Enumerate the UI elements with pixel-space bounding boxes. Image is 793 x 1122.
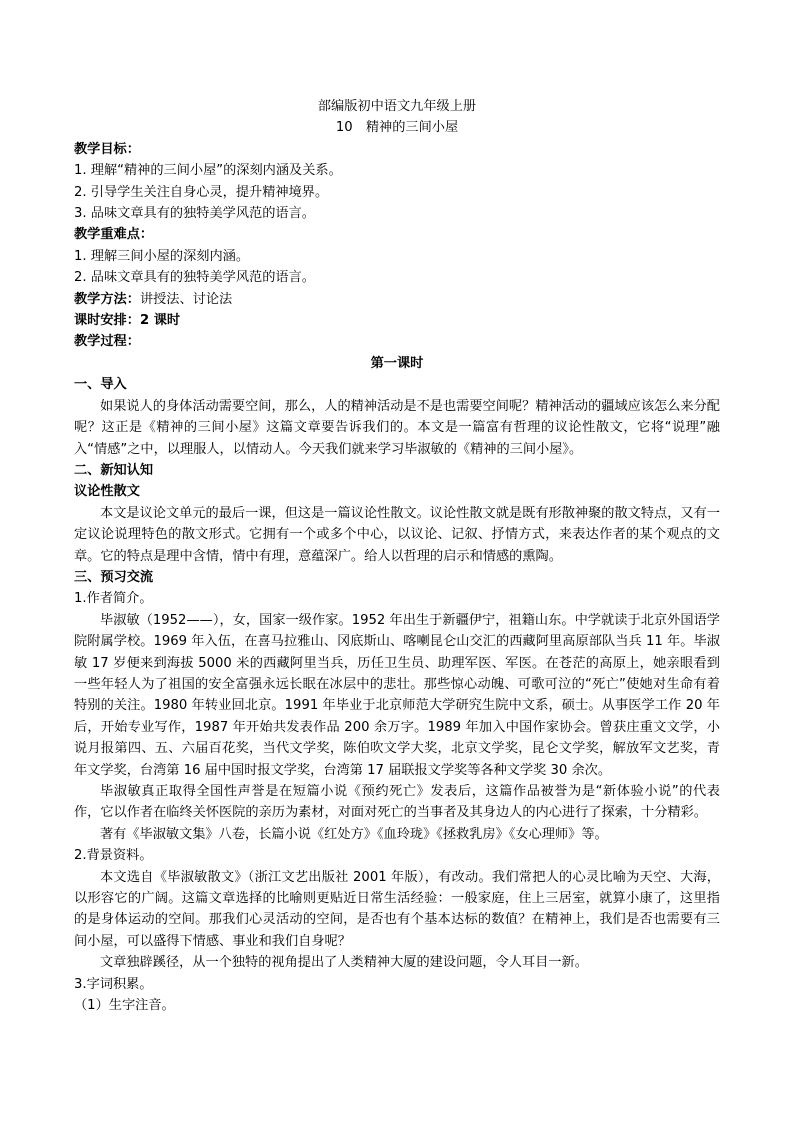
method-label: 教学方法：	[74, 291, 140, 307]
section-intro-paragraph: 如果说人的身体活动需要空间，那么，人的精神活动是不是也需要空间呢？精神活动的疆域应该怎么来分配呢？这正是《精神的三间小屋》这篇文章要告诉我们的。本文是一篇富有哲理的议论性散文，它将“说理”融入“情感”之中，以理服人，以情动人。今天我们就来学习毕淑敏的《精神的三间小屋》。	[74, 398, 720, 457]
key-point-item: 2. 品味文章具有的独特美学风范的语言。	[74, 270, 315, 286]
background-heading: 2.背景资料。	[74, 848, 153, 864]
goal-item: 1. 理解“精神的三间小屋”的深刻内涵及关系。	[74, 163, 342, 179]
essay-type-subheading: 议论性散文	[74, 484, 140, 500]
document-page	[74, 96, 720, 1016]
vocab-heading: 3.字词积累。	[74, 976, 153, 992]
method-value: 讲授法、讨论法	[139, 291, 233, 307]
goal-item: 2. 引导学生关注自身心灵，提升精神境界。	[74, 184, 329, 200]
process-heading: 教学过程：	[74, 334, 140, 350]
essay-type-paragraph: 本文是议论文单元的最后一课，但这是一篇议论性散文。议论性散文就是既有形散神聚的散文特点，又有一定议论说理特色的散文形式。它拥有一个或多个中心，以议论、记叙、抒情方式，来表达作者的某个观点的文章。它的特点是理中含情，情中有理，意蕴深广。给人以哲理的启示和情感的熏陶。	[74, 505, 720, 564]
key-point-item: 1. 理解三间小屋的深刻内涵。	[74, 248, 250, 264]
section-intro-heading: 一、导入	[74, 377, 127, 393]
author-works-paragraph: 著有《毕淑敏文集》八卷，长篇小说《红处方》《血玲珑》《拯救乳房》《女心理师》等。	[100, 826, 608, 842]
goal-item: 3. 品味文章具有的独特美学风范的语言。	[74, 206, 315, 222]
background-paragraph: 本文选自《毕淑敏散文》（浙江文艺出版社 2001 年版），有改动。我们常把人的心灵比喻为天空、大海，以形容它的广阔。这篇文章选择的比喻则更贴近日常生活经验：一般家庭，住上三居室，就算小康了，这里指的是身体运动的空间。那我们心灵活动的空间，是否也有个基本达标的数值？在精神上，我们是否也需要有三间小屋，可以盛得下情感、事业和我们自身呢？	[74, 869, 720, 949]
schedule-label: 课时安排：	[74, 313, 140, 329]
author-paragraph: 毕淑敏（1952——），女，国家一级作家。1952 年出生于新疆伊宁，祖籍山东。中学就读于北京外国语学院附属学校。1969 年入伍，在喜马拉雅山、冈底斯山、喀喇昆仑山交汇的西藏阿里高原部队当兵 11 年。毕淑敏 17 岁便来到海拔 5000 米的西藏阿里当兵，历任卫生员、助理军医、军医。在苍茫的高原上，她亲眼看到一些年轻人为了祖国的安全富强永远长眠在冰层中的悲壮。那些惊心动魄、可歌可泣的“死亡”使她对生命有着特别的关注。1980 年转业回北京。1991 年毕业于北京师范大学研究生院中文系，硕士。从事医学工作 20 年后，开始专业写作，1987 年开始共发表作品 200 余万字。1989 年加入中国作家协会。曾获庄重文文学，小说月报第四、五、六届百花奖，当代文学奖，陈伯吹文学大奖，北京文学奖，昆仑文学奖，解放军文艺奖，青年文学奖，台湾第 16 届中国时报文学奖，台湾第 17 届联报文学奖等各种文学奖 30 余次。	[74, 612, 720, 778]
goals-heading: 教学目标：	[74, 141, 140, 157]
method-row	[74, 289, 720, 310]
background-paragraph: 文章独辟蹊径，从一个独特的视角提出了人类精神大厦的建设问题，令人耳目一新。	[100, 955, 588, 971]
lesson-title: 10 精神的三间小屋	[335, 120, 459, 136]
section-preview-heading: 三、预习交流	[74, 569, 154, 585]
document-title: 部编版初中语文九年级上册	[317, 99, 477, 114]
vocab-subheading: （1）生字注音。	[74, 998, 175, 1014]
lesson-one-heading: 第一课时	[370, 355, 424, 371]
section-new-knowledge-heading: 二、新知认知	[74, 462, 154, 478]
author-paragraph: 毕淑敏真正取得全国性声誉是在短篇小说《预约死亡》发表后，这篇作品被誉为是“新体验小说”的代表作，它以作者在临终关怀医院的亲历为素材，对面对死亡的当事者及其身边人的内心进行了探索，十分精彩。	[74, 784, 720, 821]
key-points-heading: 教学重难点：	[74, 227, 154, 243]
schedule-value: 2 课时	[139, 313, 181, 329]
author-heading: 1.作者简介。	[74, 591, 153, 607]
schedule-row	[74, 310, 720, 331]
